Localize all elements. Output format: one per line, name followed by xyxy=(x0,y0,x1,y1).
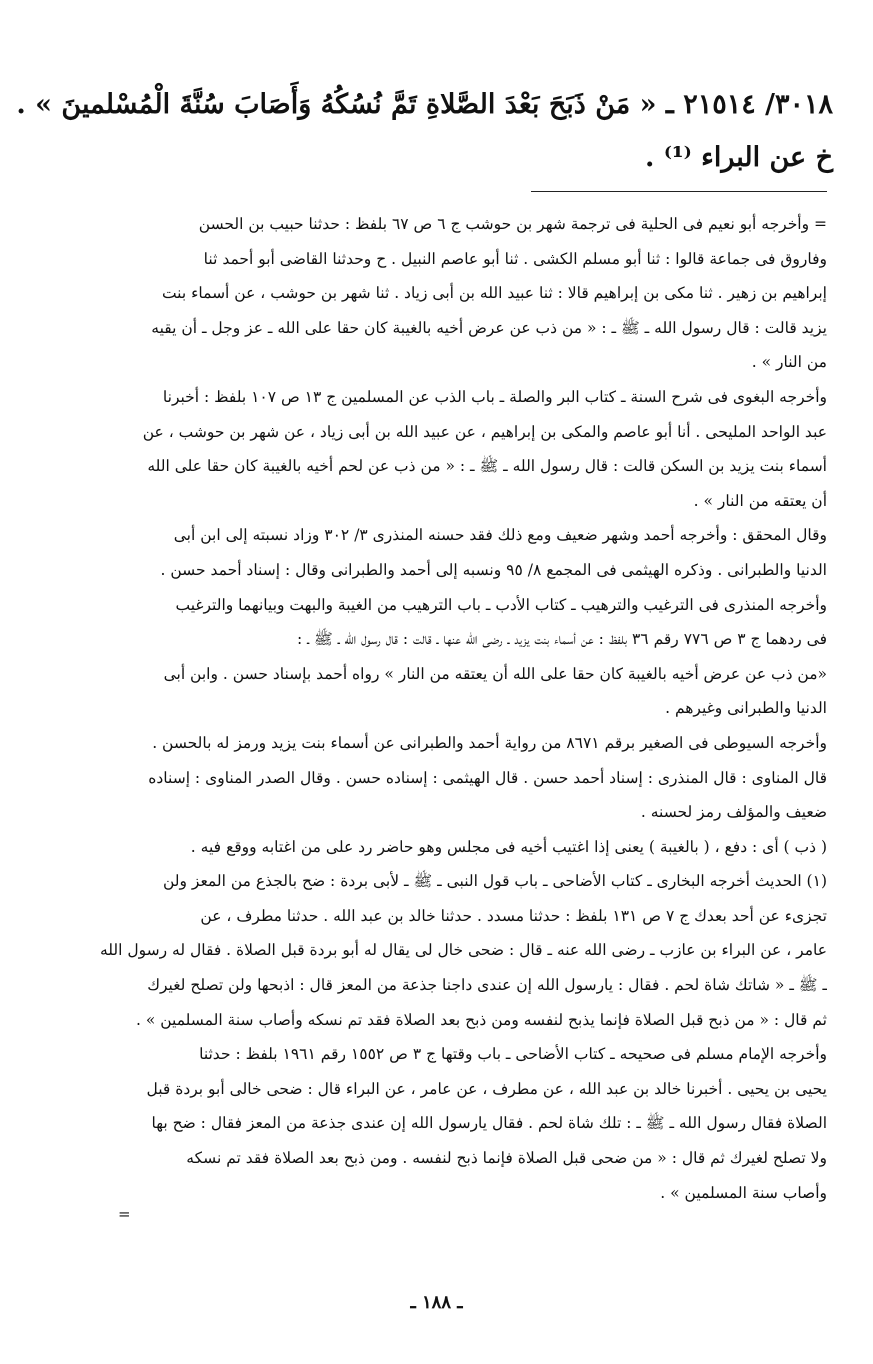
footnote-line: ضعيف والمؤلف رمز لحسنه . xyxy=(640,803,827,822)
footnote-line: وأخرجه المنذرى فى الترغيب والترهيب ـ كتاب الأدب ـ باب الترهيب من الغيبة والبهت وبيانهما والترغيب xyxy=(175,595,827,614)
footnote-line: الدنيا والطبرانى وغيرهم . xyxy=(665,699,827,718)
footnote-divider xyxy=(531,191,827,192)
hadith-line-2: خ عن البراء ⁽¹⁾ . xyxy=(645,142,833,173)
footnote-line: ـ ﷺ ـ « شاتك شاة لحم . فقال : يارسول الله إن عندى داجنا جذعة من المعز قال : اذبحها ولن تصلح لغيرك xyxy=(147,976,827,995)
footnote-line: تجزىء عن أحد بعدك ج ٧ ص ١٣١ بلفظ : حدثنا مسدد . حدثنا خالد بن عبد الله . حدثنا مطرف ، عن xyxy=(200,906,827,925)
footnote-line: وفاروق فى جماعة قالوا : ثنا أبو مسلم الكشى . ثنا أبو عاصم النبيل . ح وحدثنا القاضى أبو أحمد ثنا xyxy=(203,249,827,268)
footnote-line: (١) الحديث أخرجه البخارى ـ كتاب الأضاحى ـ باب قول النبى ـ ﷺ ـ لأبى بردة : ضح بالجذع من المعز ولن xyxy=(162,872,827,891)
continuation-mark: = xyxy=(118,1205,131,1223)
footnote-line: قال المناوى : قال المنذرى : إسناد أحمد حسن . قال الهيثمى : إسناده حسن . وقال الصدر المناوى : إسناده xyxy=(148,768,827,787)
footnote-line: إبراهيم بن زهير . ثنا مكى بن إبراهيم قالا : ثنا عبيد الله بن أبى زياد . ثنا شهر بن حوشب ، عن أسماء بنت xyxy=(161,284,827,303)
footnote-line: = وأخرجه أبو نعيم فى الحلية فى ترجمة شهر بن حوشب ج ٦ ص ٦٧ بلفظ : حدثنا حبيب بن الحسن xyxy=(198,215,827,233)
footnote-line: أسماء بنت يزيد بن السكن قالت : قال رسول الله ـ ﷺ ـ : « من ذب عن لحم أخيه بالغيبة كان حقا على الله xyxy=(147,457,827,476)
hadith-line-1: ٣٠١٨/ ٢١٥١٤ ـ « مَنْ ذَبَحَ بَعْدَ الصَّلاةِ تَمَّ نُسُكُهُ وَأَصَابَ سُنَّةَ الْمُسْلمينَ » . xyxy=(16,89,833,120)
footnote-line: أن يعتقه من النار » . xyxy=(693,491,827,510)
footnote-line: يزيد قالت : قال رسول الله ـ ﷺ ـ : « من ذب عن عرض أخيه بالغيبة كان حقا على الله ـ عز وجل ـ أن يقيه xyxy=(151,318,827,337)
footnote-line: ( ذب ) أى : دفع ، ( بالغيبة ) يعنى إذا اغتيب أخيه فى مجلس وهو حاضر رد على من اغتابه ووقع فيه . xyxy=(190,837,827,856)
footnote-line: عامر ، عن البراء بن عازب ـ رضى الله عنه ـ قال : ضحى خال لى يقال له أبو بردة قبل الصلاة . فقال له رسول الله xyxy=(99,941,827,960)
page-number: ـ ١٨٨ ـ xyxy=(410,1292,463,1313)
footnote-line: وقال المحقق : وأخرجه أحمد وشهر ضعيف ومع ذلك فقد حسنه المنذرى ٣/ ٣٠٢ وزاد نسبته إلى ابن أبى xyxy=(173,526,827,545)
footnote-line: ولا تصلح لغيرك ثم قال : « من ضحى قبل الصلاة فإنما ذبح لنفسه . ومن ذبح بعد الصلاة فقد تم نسكه xyxy=(186,1149,827,1168)
footnote-line: فى ردهما ج ٣ ص ٧٧٦ رقم ٣٦ بلفظ : عن أسماء بنت يزيد ـ رضى الله عنها ـ قالت : قال رسول الله ـ ﷺ ـ : xyxy=(297,630,827,649)
footnote-line: الدنيا والطبرانى . وذكره الهيثمى فى المجمع ٨/ ٩٥ ونسبه إلى أحمد والطبرانى وقال : إسناد أحمد حسن . xyxy=(160,560,827,579)
footnotes-block xyxy=(37,207,827,1210)
footnote-line: الصلاة فقال رسول الله ـ ﷺ ـ : تلك شاة لحم . فقال يارسول الله إن عندى جذعة من المعز فقال : ضح بها xyxy=(151,1114,827,1133)
footnote-line: عبد الواحد المليحى . أنا أبو عاصم والمكى بن إبراهيم ، عن عبيد الله بن أبى زياد ، عن شهر بن حوشب ، عن xyxy=(142,422,827,441)
footnote-line: وأخرجه السيوطى فى الصغير برقم ٨٦٧١ من رواية أحمد والطبرانى عن أسماء بنت يزيد ورمز له بالحسن . xyxy=(152,733,827,752)
footnote-line: ثم قال : « من ذبح قبل الصلاة فإنما يذبح لنفسه ومن ذبح بعد الصلاة فقد تم نسكه وأصاب سنة المسلمين » . xyxy=(135,1010,827,1029)
footnote-line: من النار » . xyxy=(751,353,827,372)
footnote-line: «من ذب عن عرض أخيه بالغيبة كان حقا على الله أن يعتقه من النار » رواه أحمد بإسناد حسن . وابن أبى xyxy=(163,664,827,683)
footnote-line: وأخرجه الإمام مسلم فى صحيحه ـ كتاب الأضاحى ـ باب وقتها ج ٣ ص ١٥٥٢ رقم ١٩٦١ بلفظ : حدثنا xyxy=(199,1045,827,1064)
footnote-line: وأصاب سنة المسلمين » . xyxy=(660,1183,827,1202)
footnote-line: وأخرجه البغوى فى شرح السنة ـ كتاب البر والصلة ـ باب الذب عن المسلمين ج ١٣ ص ١٠٧ بلفظ : أخبرنا xyxy=(162,387,827,406)
footnote-line: يحيى بن يحيى . أخبرنا خالد بن عبد الله ، عن مطرف ، عن عامر ، عن البراء قال : ضحى خالى أبو بردة قبل xyxy=(146,1079,827,1098)
main-hadith-text xyxy=(16,78,833,184)
